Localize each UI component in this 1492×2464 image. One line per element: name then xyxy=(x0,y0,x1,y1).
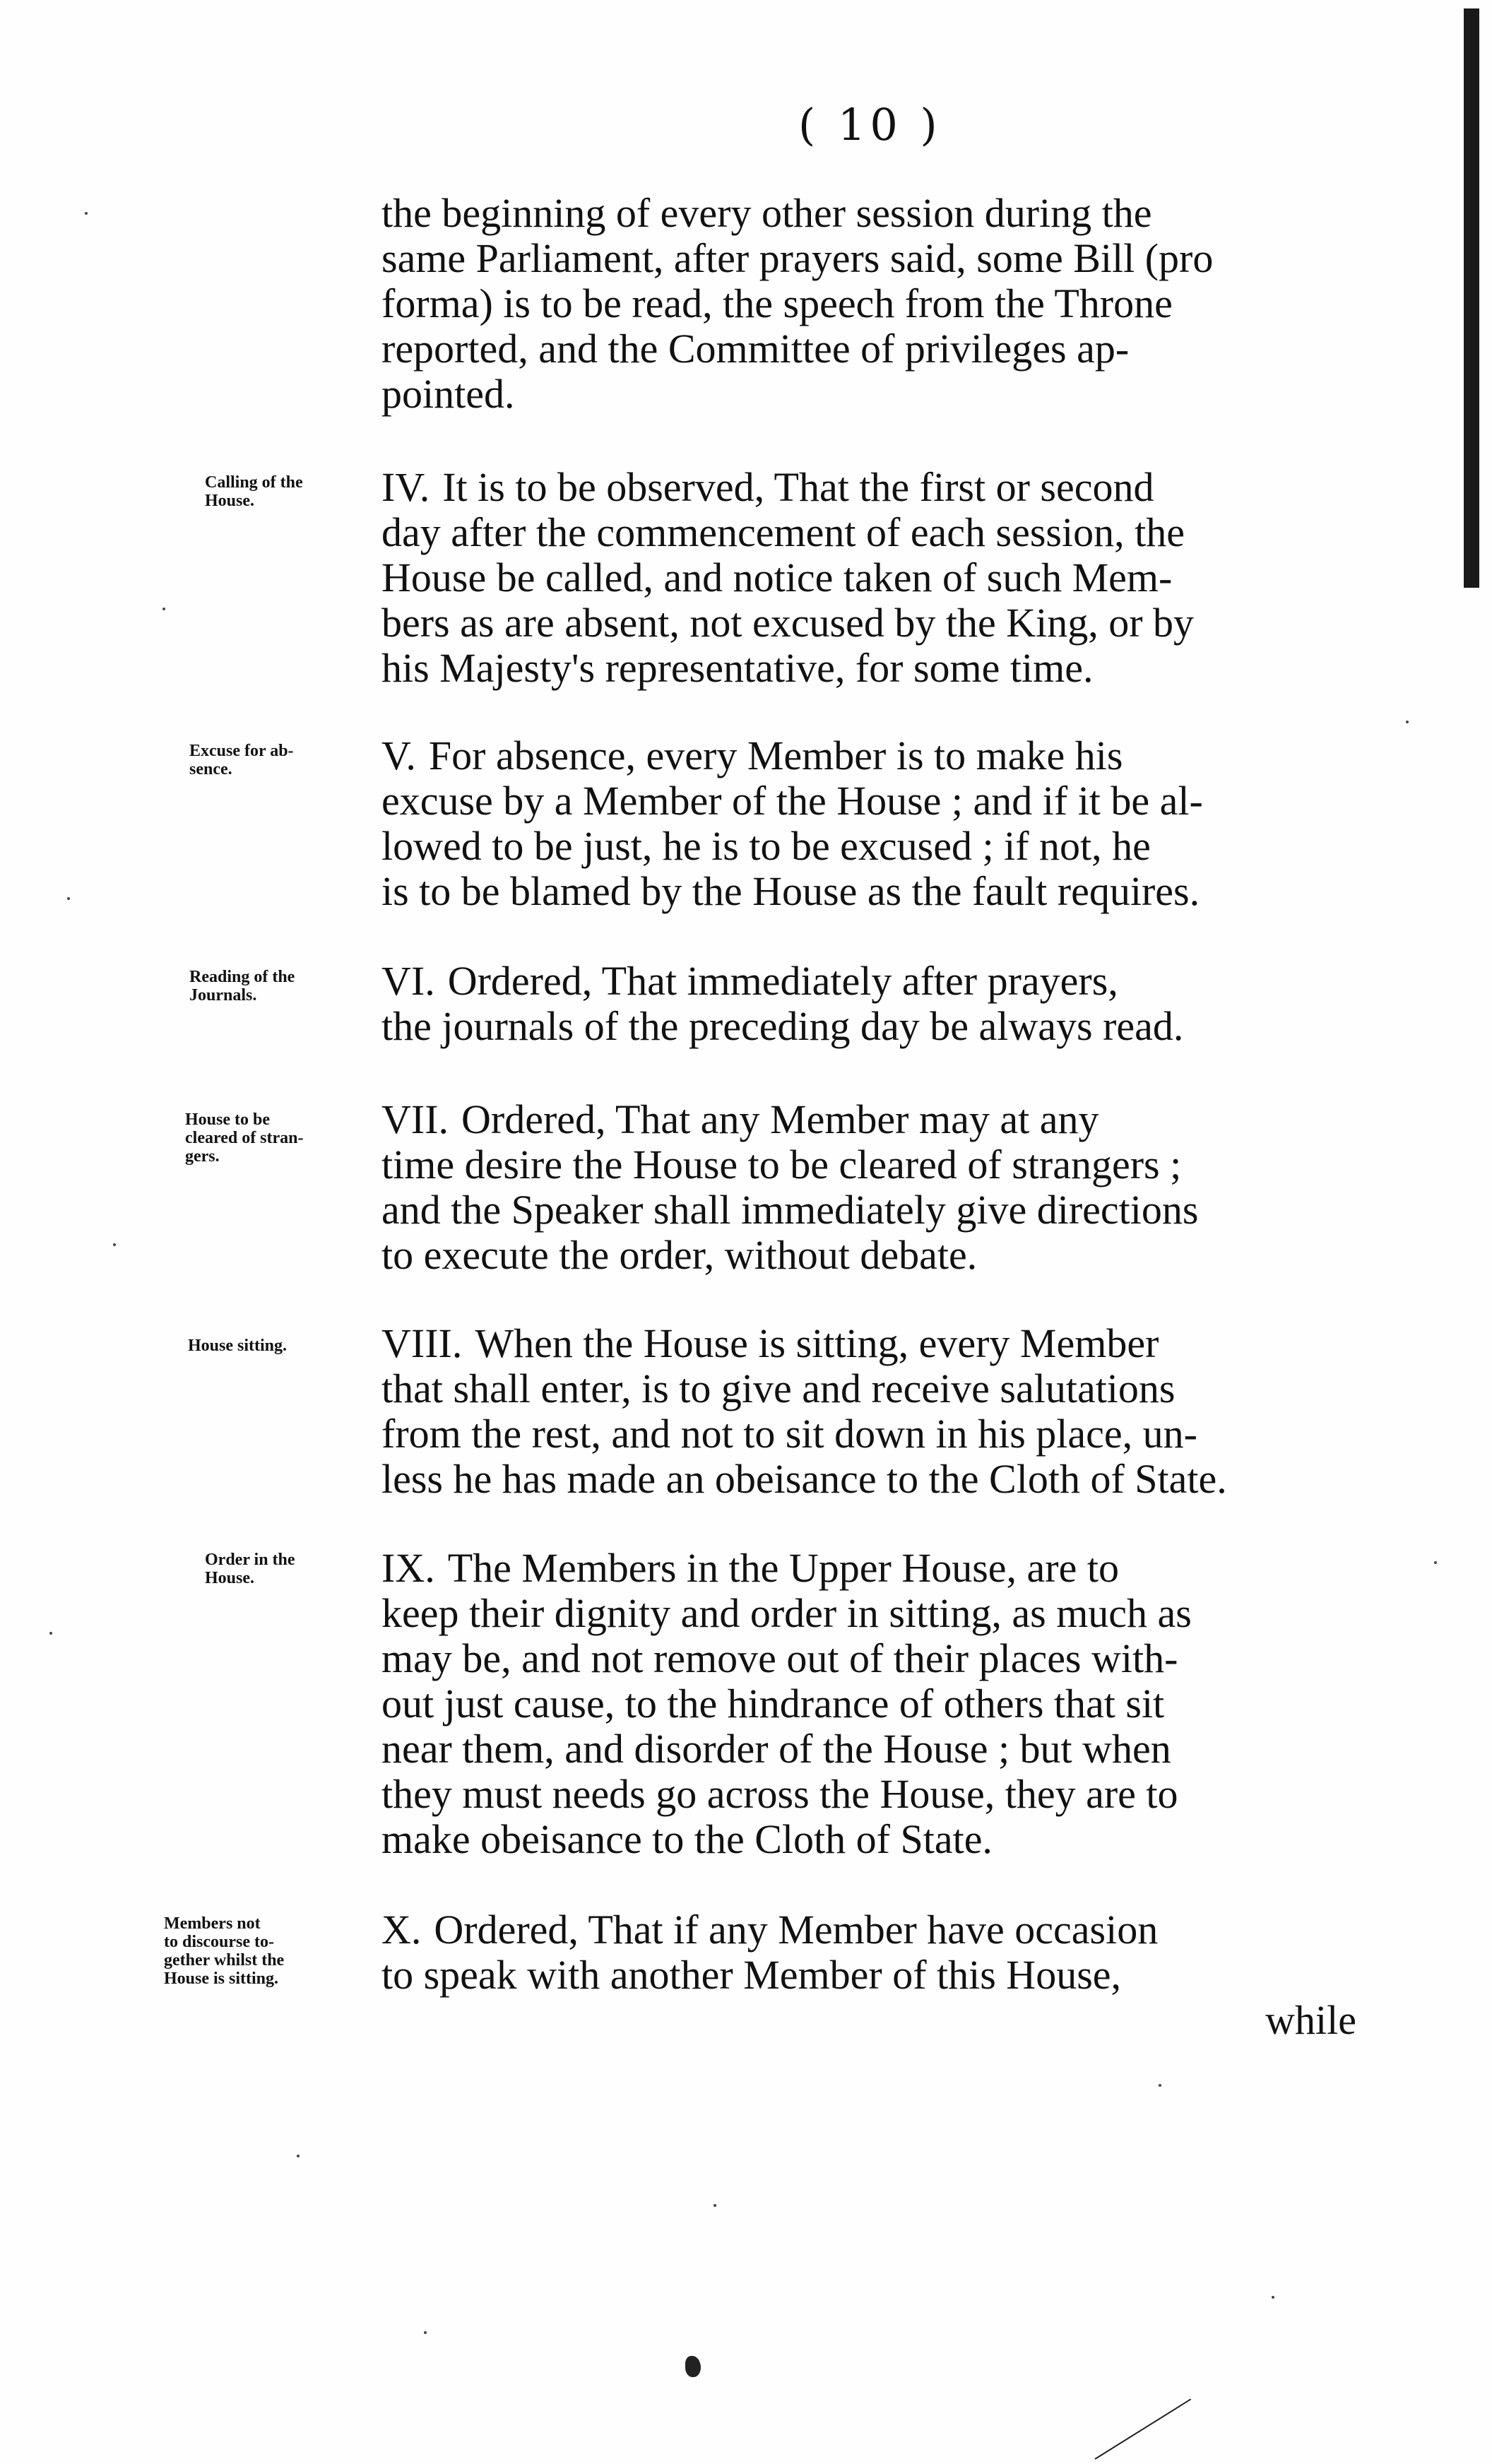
paragraph-x xyxy=(381,1907,1356,2043)
text-line: When the House is sitting, every Member xyxy=(475,1320,1159,1366)
margin-note-excuse-for-absence xyxy=(189,742,387,778)
margin-note-house-sitting xyxy=(188,1337,386,1355)
speck xyxy=(67,897,70,900)
text-line: reported, and the Committee of privileges ap- xyxy=(381,326,1130,372)
text-line: lowed to be just, he is to be excused ; if not, he xyxy=(381,823,1151,869)
text-line: the journals of the preceding day be always read. xyxy=(381,1003,1184,1049)
margin-note-line: House is sitting. xyxy=(164,1970,279,1988)
speck xyxy=(49,1632,52,1635)
speck xyxy=(1406,721,1409,723)
text-line: they must needs go across the House, they are to xyxy=(381,1771,1178,1817)
paragraph-vii xyxy=(381,1097,1356,1278)
margin-note-line: Calling of the xyxy=(205,473,303,492)
margin-note-order-in-the-house xyxy=(205,1551,403,1587)
text-line: may be, and not remove out of their places with- xyxy=(381,1635,1178,1681)
margin-note-line: House sitting. xyxy=(188,1337,288,1355)
margin-note-calling-of-the-house xyxy=(205,473,403,510)
text-line: For absence, every Member is to make his xyxy=(428,733,1123,778)
margin-note-line: House. xyxy=(205,492,255,510)
ink-blot xyxy=(685,2356,701,2377)
section-numeral: VIII. xyxy=(381,1320,463,1366)
page-number: ( 10 ) xyxy=(798,99,942,150)
margin-note-line: Excuse for ab- xyxy=(189,742,294,760)
margin-note-line: House to be xyxy=(185,1110,270,1129)
margin-note-line: Order in the xyxy=(205,1551,295,1569)
text-line: House be called, and notice taken of such Mem- xyxy=(381,555,1173,600)
catchword: while xyxy=(1265,1997,1356,2043)
text-line: that shall enter, is to give and receive salutations xyxy=(381,1366,1176,1411)
ink-stroke xyxy=(1094,2398,1191,2459)
text-line: The Members in the Upper House, are to xyxy=(447,1545,1119,1591)
text-line: forma) is to be read, the speech from the Throne xyxy=(381,280,1173,326)
section-numeral: VI. xyxy=(381,958,435,1004)
margin-note-line: cleared of stran- xyxy=(185,1129,304,1147)
text-line: keep their dignity and order in sitting, as much as xyxy=(381,1590,1192,1636)
text-line: is to be blamed by the House as the fault requires. xyxy=(381,868,1200,914)
text-line: pointed. xyxy=(381,371,515,417)
speck xyxy=(1434,1561,1437,1564)
speck xyxy=(1159,2084,1161,2087)
section-numeral: IV. xyxy=(381,464,430,510)
text-line: bers as are absent, not excused by the King, or by xyxy=(381,600,1195,646)
margin-note-reading-of-the-journals xyxy=(189,968,387,1005)
text-line: less he has made an obeisance to the Cloth of State. xyxy=(381,1456,1227,1502)
text-line: from the rest, and not to sit down in his place, un- xyxy=(381,1411,1197,1457)
text-line: to execute the order, without debate. xyxy=(381,1232,978,1278)
margin-note-line: gers. xyxy=(185,1147,220,1166)
margin-note-line: gether whilst the xyxy=(164,1951,285,1970)
paragraph-iv xyxy=(381,465,1356,691)
paragraph-continuation xyxy=(381,191,1356,417)
text-line: and the Speaker shall immediately give directions xyxy=(381,1187,1199,1233)
speck xyxy=(297,2155,300,2157)
margin-note-line: House. xyxy=(205,1569,255,1587)
text-line: excuse by a Member of the House ; and if it be al- xyxy=(381,778,1203,824)
section-numeral: VII. xyxy=(381,1096,449,1142)
speck xyxy=(714,2204,716,2207)
margin-note-line: Reading of the xyxy=(189,968,295,986)
margin-note-line: Journals. xyxy=(189,986,257,1005)
text-line: make obeisance to the Cloth of State. xyxy=(381,1816,993,1862)
section-numeral: V. xyxy=(381,733,416,778)
text-line: Ordered, That immediately after prayers, xyxy=(447,958,1118,1004)
text-line: Ordered, That any Member may at any xyxy=(461,1096,1099,1142)
margin-note-line: sence. xyxy=(189,760,232,778)
text-line: time desire the House to be cleared of strangers ; xyxy=(381,1142,1182,1187)
speck xyxy=(113,1243,116,1246)
text-line: his Majesty's representative, for some time. xyxy=(381,645,1094,691)
paragraph-ix xyxy=(381,1546,1356,1862)
paragraph-viii xyxy=(381,1321,1356,1502)
text-line: It is to be observed, That the first or second xyxy=(442,464,1154,510)
speck xyxy=(85,212,88,215)
margin-note-line: Members not xyxy=(164,1914,261,1933)
margin-note-members-not-to-discourse xyxy=(164,1914,362,1988)
paragraph-vi xyxy=(381,959,1356,1049)
page-edge-shadow xyxy=(1464,8,1479,588)
margin-note-line: to discourse to- xyxy=(164,1933,274,1951)
speck xyxy=(424,2331,427,2334)
margin-note-house-to-be-cleared xyxy=(185,1110,383,1166)
text-line: out just cause, to the hindrance of others that sit xyxy=(381,1681,1165,1726)
text-line: the beginning of every other session during the xyxy=(381,190,1152,236)
text-line: same Parliament, after prayers said, some Bill (pro xyxy=(381,235,1214,281)
section-numeral: X. xyxy=(381,1907,422,1953)
speck xyxy=(1272,2296,1274,2299)
speck xyxy=(162,608,165,610)
text-line: Ordered, That if any Member have occasion xyxy=(434,1907,1159,1953)
text-line: to speak with another Member of this House, xyxy=(381,1952,1122,1998)
section-numeral: IX. xyxy=(381,1545,435,1591)
text-line: near them, and disorder of the House ; but when xyxy=(381,1726,1171,1772)
paragraph-v xyxy=(381,733,1356,914)
text-line: day after the commencement of each session, the xyxy=(381,509,1185,555)
